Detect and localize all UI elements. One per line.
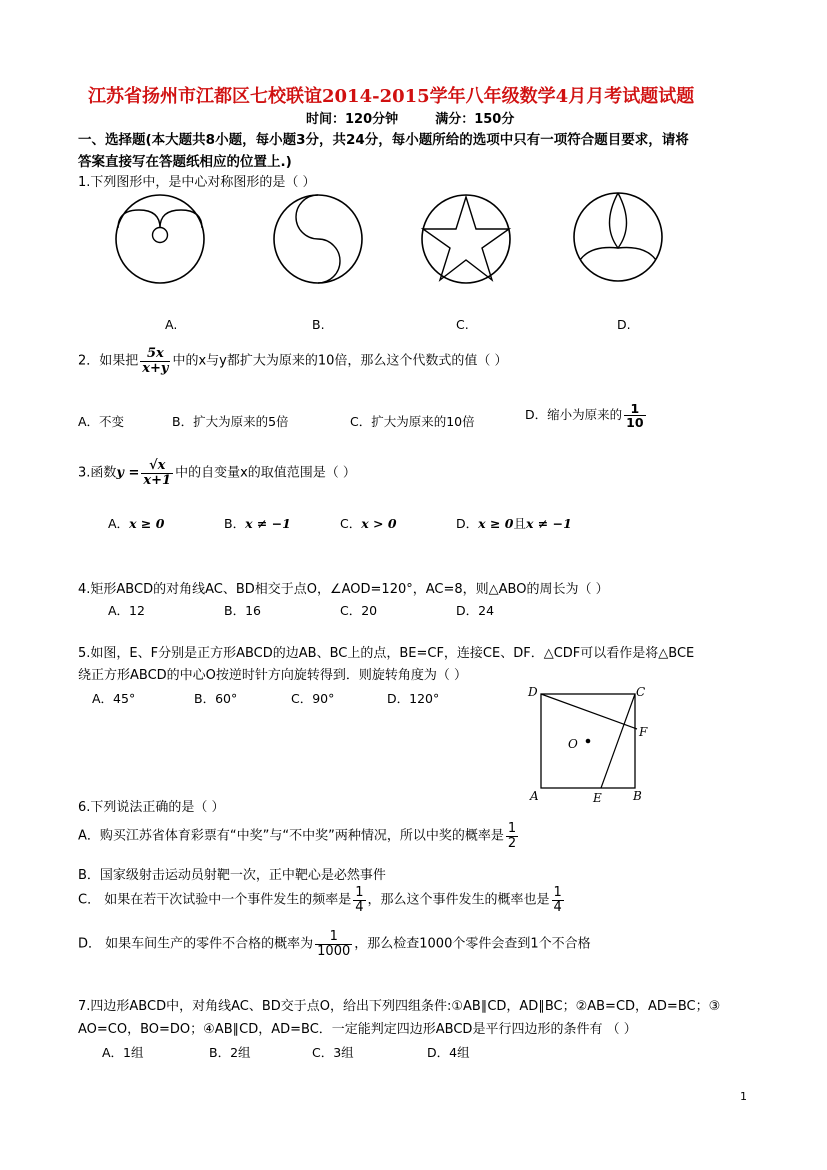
q2-stem: 2．如果把 $\frac{5x}{x+y}$ 中的x与y都扩大为原来的10倍，那么这个代数式的值（ ） — [78, 346, 508, 376]
q5-square-figure — [522, 682, 662, 808]
q5-option-d: D．120° — [387, 691, 440, 706]
q5-stem-line2: 绕正方形ABCD的中心O按逆时针方向旋转得到．则旋转角度为（ ） — [78, 668, 468, 683]
q1-option-a: A. — [165, 317, 178, 332]
q7-stem-line1: 7.四边形ABCD中，对角线AC、BD交于点O，给出下列四组条件:①AB∥CD，AD∥BC；②AB=CD，AD=BC；③ — [78, 999, 721, 1014]
q6-stem: 6.下列说法正确的是（ ） — [78, 800, 225, 815]
q5-option-a: A．45° — [92, 691, 136, 706]
exam-score: 满分：150分 — [435, 112, 515, 127]
q5-label-o: O — [568, 737, 578, 751]
q5-label-b: B — [633, 789, 642, 803]
q5-stem-line1: 5.如图，E、F分别是正方形ABCD的边AB、BC上的点，BE=CF，连接CE、DF．△CDF可以看作是将△BCE — [78, 646, 695, 661]
page-number: 1 — [740, 1090, 747, 1103]
q1-figure-b — [271, 192, 365, 286]
q1-figure-d — [571, 190, 665, 284]
q7-option-d: D．4组 — [427, 1045, 470, 1060]
q3-option-c: C．x > 0 — [340, 516, 397, 531]
q5-label-a: A — [530, 789, 539, 803]
q4-option-d: D．24 — [456, 603, 495, 618]
q5-label-e: E — [593, 791, 602, 805]
q2-option-d: D．缩小为原来的 $\frac{1}{10}$ — [525, 401, 644, 431]
q3-option-d: D．x ≥ 0且x ≠ −1 — [456, 516, 572, 531]
q7-option-c: C．3组 — [312, 1045, 354, 1060]
q5-option-b: B．60° — [194, 691, 238, 706]
exam-time: 时间：120分钟 — [306, 112, 399, 127]
q1-figure-a — [113, 192, 207, 286]
q5-option-c: C．90° — [291, 691, 335, 706]
q7-option-b: B．2组 — [209, 1045, 251, 1060]
q1-option-d: D. — [617, 317, 631, 332]
q4-stem: 4.矩形ABCD的对角线AC、BD相交于点O，∠AOD=120°，AC=8，则△ABO的周长为（ ） — [78, 582, 609, 597]
q3-option-a: A．x ≥ 0 — [108, 516, 165, 531]
q1-stem: 1.下列图形中，是中心对称图形的是（ ） — [78, 175, 316, 190]
q2-fraction: $\frac{5x}{x+y}$ — [142, 346, 169, 376]
page-title: 江苏省扬州市江都区七校联谊2014-2015学年八年级数学4月月考试题试题 — [88, 86, 695, 107]
section-heading-line1: 一、选择题(本大题共8小题，每小题3分，共24分，每小题所给的选项中只有一项符合题目要求，请将 — [78, 132, 689, 148]
q5-label-f: F — [639, 725, 648, 739]
q4-option-a: A．12 — [108, 603, 145, 618]
q4-option-c: C．20 — [340, 603, 378, 618]
q1-figure-c — [419, 192, 513, 286]
section-heading-line2: 答案直接写在答题纸相应的位置上.) — [78, 154, 292, 170]
q3-option-b: B．x ≠ −1 — [224, 516, 291, 531]
q2-option-a: A．不变 — [78, 414, 125, 429]
exam-info — [306, 108, 514, 127]
q6-option-a: A．购买江苏省体育彩票有“中奖”与“不中奖”两种情况，所以中奖的概率是 $\frac{1}{2}$ — [78, 821, 517, 851]
q5-label-d: D — [528, 685, 538, 699]
q2-option-b: B．扩大为原来的5倍 — [172, 414, 289, 429]
q6-option-d: D． 如果车间生产的零件不合格的概率为 $\frac{1}{1000}$ ，那么检查1000个零件会查到1个不合格 — [78, 929, 591, 959]
q2-option-c: C．扩大为原来的10倍 — [350, 414, 475, 429]
q4-option-b: B．16 — [224, 603, 261, 618]
q3-fraction: $\frac{√x}{x+1}$ — [143, 458, 172, 488]
q7-option-a: A．1组 — [102, 1045, 144, 1060]
q5-label-c: C — [636, 685, 646, 699]
q6-option-c: C． 如果在若干次试验中一个事件发生的频率是 $\frac{1}{4}$ ，那么这个事件发生的概率也是 $\frac{1}{4}$ — [78, 885, 562, 915]
q7-stem-line2: AO=CO，BO=DO；④AB∥CD，AD=BC．一定能判定四边形ABCD是平行四边形的条件有 （ ） — [78, 1022, 637, 1037]
q6-option-b: B．国家级射击运动员射靶一次，正中靶心是必然事件 — [78, 868, 386, 883]
q1-option-c: C. — [456, 317, 469, 332]
q1-option-b: B. — [312, 317, 325, 332]
q3-stem: 3.函数y = $\frac{√x}{x+1}$ 中的自变量x的取值范围是（ ） — [78, 458, 356, 488]
